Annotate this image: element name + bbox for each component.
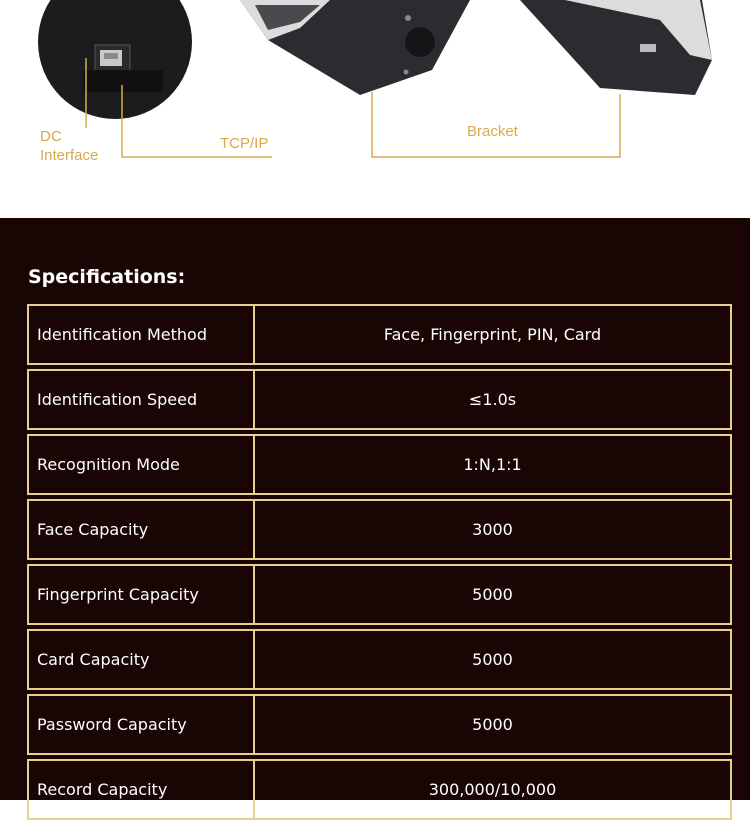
- spec-label: Record Capacity: [29, 761, 255, 818]
- table-row: [27, 564, 732, 625]
- table-row: [27, 304, 732, 365]
- table-row: [27, 499, 732, 560]
- spec-value: 5000: [472, 715, 513, 734]
- spec-value: 1:N,1:1: [463, 455, 522, 474]
- spec-label: Card Capacity: [29, 631, 255, 688]
- spec-label: Fingerprint Capacity: [29, 566, 255, 623]
- bracket-label: Bracket: [467, 123, 518, 140]
- spec-value: Face, Fingerprint, PIN, Card: [383, 325, 602, 344]
- spec-label: Face Capacity: [29, 501, 255, 558]
- spec-value: 3000: [472, 520, 513, 539]
- spec-value: 300,000/10,000: [428, 780, 557, 799]
- specifications-panel: [0, 218, 750, 800]
- spec-label: Recognition Mode: [29, 436, 255, 493]
- device-illustration: [0, 0, 750, 218]
- dc-interface-label: DC Interface: [40, 128, 99, 164]
- spec-label: Password Capacity: [29, 696, 255, 753]
- table-row: [27, 694, 732, 755]
- spec-value: 5000: [472, 585, 513, 604]
- specifications-table: [27, 304, 732, 824]
- spec-label: Identification Method: [29, 306, 255, 363]
- product-photo-area: [0, 0, 750, 218]
- specifications-title: Specifications:: [28, 266, 186, 288]
- tcp-ip-label: TCP/IP: [220, 135, 269, 152]
- spec-label: Identification Speed: [29, 371, 255, 428]
- table-row: [27, 369, 732, 430]
- usb-port-icon: [640, 44, 656, 52]
- table-row: [27, 434, 732, 495]
- table-row: [27, 629, 732, 690]
- spec-value: 5000: [472, 650, 513, 669]
- table-row: [27, 759, 732, 820]
- spec-value: ≤1.0s: [468, 390, 517, 409]
